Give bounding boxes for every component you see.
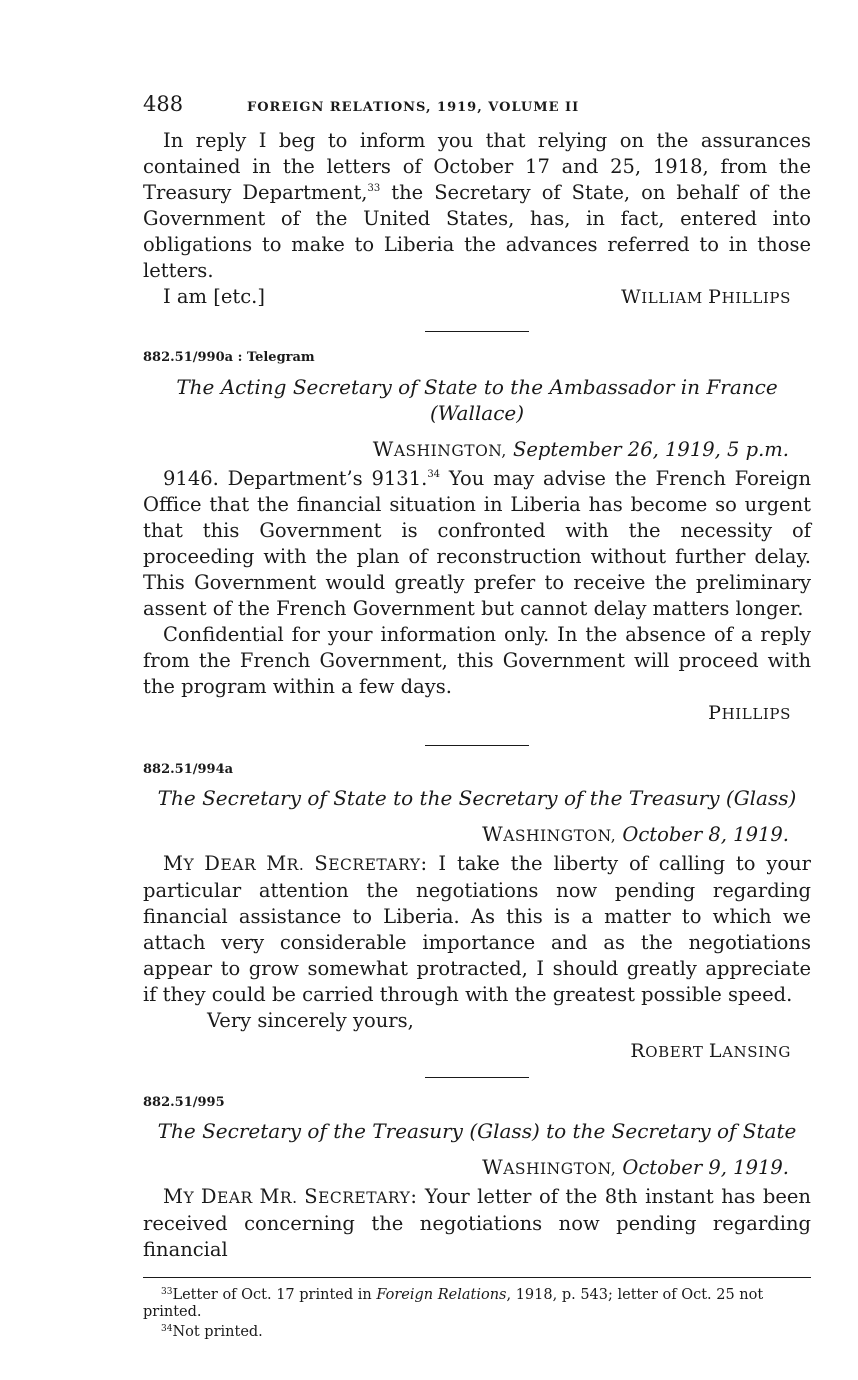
page (143, 92, 811, 1341)
footnotes (143, 1284, 811, 1341)
signature-robert-lansing: ROBERT LANSING (630, 1040, 791, 1062)
section-divider (425, 1077, 529, 1078)
dateline: WASHINGTON, September 26, 1919, 5 p.m. (372, 437, 789, 461)
letter-closing: Very sincerely yours, (207, 1009, 414, 1032)
file-reference: 882.51/994a (143, 762, 234, 777)
letter-paragraph: MY DEAR MR. SECRETARY: I take the liberty of calling to your particular attention the negotiations now pending regarding financial assistance to Liberia. As this is a matter to which we attach very considerable importance and as the negotiations appear to grow somewhat protracted, I should greatly appreciate if they could be carried through with the greatest possible speed. (143, 852, 811, 1006)
running-header (143, 92, 811, 122)
footnote-ref-34: 34 (427, 469, 441, 480)
signature-william-phillips: WILLIAM PHILLIPS (621, 286, 791, 308)
opening-paragraph: In reply I beg to inform you that relying on the assurances contained in the letters of October 17 and 25, 1918, from the Treasury Department,$^{33}$ the Secretary of State, on behalf of the Government of the United States, has, in fact, entered into obligations to make to Liberia the advances referred to in those letters. (143, 129, 811, 282)
page-number: 488 (143, 92, 184, 116)
document-title: The Acting Secretary of State to the Ambassador in France (Wallace) (176, 375, 778, 425)
opening-closing-line (143, 284, 811, 311)
section-divider (425, 331, 529, 332)
running-title: FOREIGN RELATIONS, 1919, VOLUME II (247, 100, 580, 115)
signature-phillips: PHILLIPS (708, 702, 791, 724)
file-reference: 882.51/990a : Telegram (143, 350, 315, 365)
dateline: WASHINGTON, October 8, 1919. (482, 822, 789, 846)
section-divider (425, 745, 529, 746)
telegram-paragraph: 9146. Department’s 9131.34 You may advise the French Foreign Office that the financial situation in Liberia has become so urgent that this Government is confronted with the necessity of proceeding with the plan of reconstruction without further delay. This Government would greatly prefer to receive the preliminary assent of the French Government but cannot delay matters longer. (143, 467, 812, 620)
footnote-34: $^{34}$Not printed. (161, 1324, 263, 1340)
confidential-paragraph: Confidential for your information only. In the absence of a reply from the French Government, this Government will proceed with the program within a few days. (143, 623, 811, 698)
salutation: MY DEAR MR. SECRETARY: (163, 852, 428, 875)
dateline: WASHINGTON, October 9, 1919. (482, 1155, 789, 1179)
salutation: MY DEAR MR. SECRETARY: (163, 1185, 418, 1208)
file-reference: 882.51/995 (143, 1095, 225, 1110)
document-title: The Secretary of State to the Secretary of the Treasury (Glass) (157, 786, 797, 810)
document-title: The Secretary of the Treasury (Glass) to the Secretary of State (157, 1119, 797, 1143)
footnote-33: $^{33}$Letter of Oct. 17 printed in Foreign Relations, 1918, p. 543; letter of Oct. 25 not printed. (143, 1287, 764, 1320)
footnote-ref-33: 33 (367, 183, 381, 194)
letter-paragraph: MY DEAR MR. SECRETARY: Your letter of the 8th instant has been received concerning the negotiations now pending regarding financial (143, 1185, 811, 1261)
opening-closing: I am [etc.] (163, 285, 265, 308)
footnote-rule (143, 1277, 811, 1278)
